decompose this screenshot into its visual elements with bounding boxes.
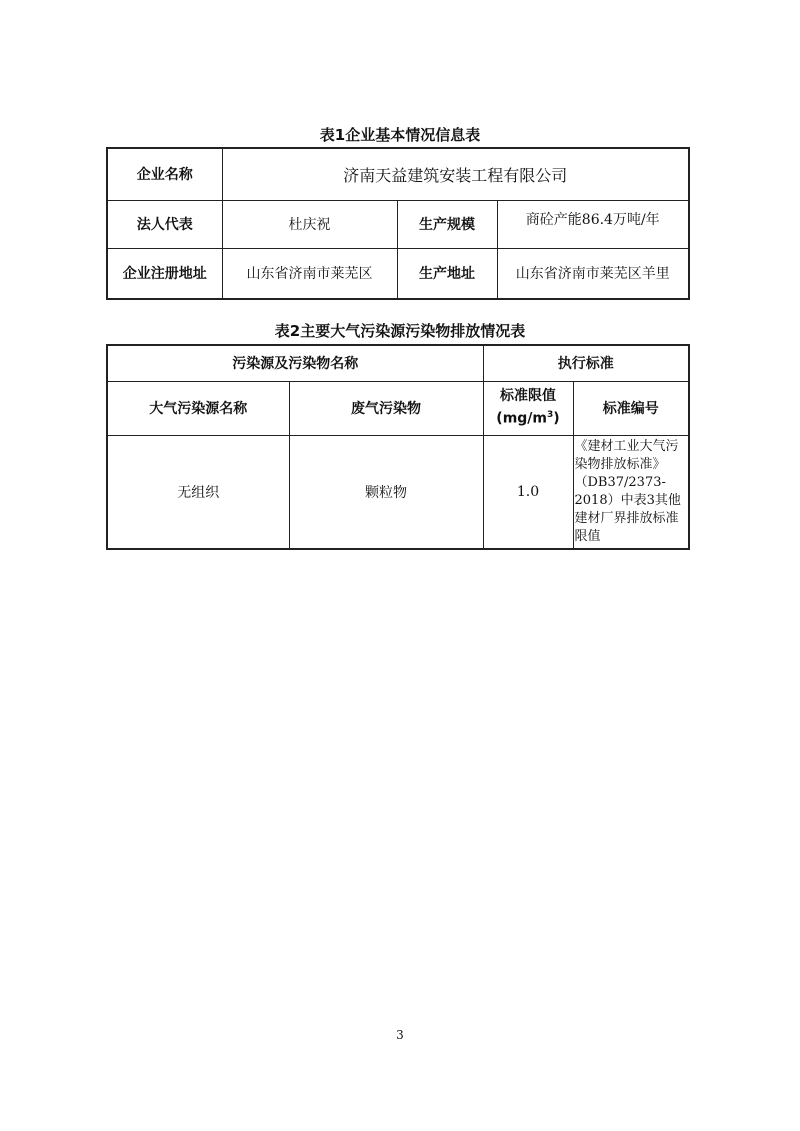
company-name-value: 济南天益建筑安装工程有限公司: [222, 148, 689, 200]
col-pollutant-header: 废气污染物: [289, 381, 483, 435]
emission-table: [106, 344, 690, 550]
row-limit: 1.0: [483, 435, 573, 549]
col-limit-title: 标准限值: [500, 388, 556, 405]
unit-text: (mg/m: [496, 410, 548, 427]
table-row: [107, 435, 689, 549]
row-standard: 《建材工业大气污染物排放标准》（DB37/2373-2018）中表3其他建材厂界排放标准限值: [573, 435, 689, 549]
scale-value: 商砼产能86.4万吨/年: [497, 200, 689, 248]
reg-address-label: 企业注册地址: [107, 248, 222, 299]
col-source-header: 大气污染源名称: [107, 381, 289, 435]
row-pollutant: 颗粒物: [289, 435, 483, 549]
company-name-label: 企业名称: [107, 148, 222, 200]
prod-address-value: 山东省济南市莱芜区羊里: [497, 248, 689, 299]
scale-label: 生产规模: [397, 200, 497, 248]
unit-close: ): [553, 410, 560, 427]
legal-rep-label: 法人代表: [107, 200, 222, 248]
col-limit-unit: [484, 406, 573, 429]
prod-address-label: 生产地址: [397, 248, 497, 299]
table1-caption: 表1企业基本情况信息表: [319, 126, 481, 144]
row-source: 无组织: [107, 435, 289, 549]
reg-address-value: 山东省济南市莱芜区: [222, 248, 397, 299]
col-std-no-header: 标准编号: [573, 381, 689, 435]
table2-caption: 表2主要大气污染源污染物排放情况表: [274, 322, 526, 340]
header-standard-group: 执行标准: [483, 345, 689, 381]
col-limit-header: [483, 381, 573, 435]
page-number: 3: [396, 1028, 404, 1042]
header-source-group: 污染源及污染物名称: [107, 345, 483, 381]
legal-rep-value: 杜庆祝: [222, 200, 397, 248]
company-info-table: [106, 147, 690, 300]
unit-sup: 3: [547, 410, 554, 421]
